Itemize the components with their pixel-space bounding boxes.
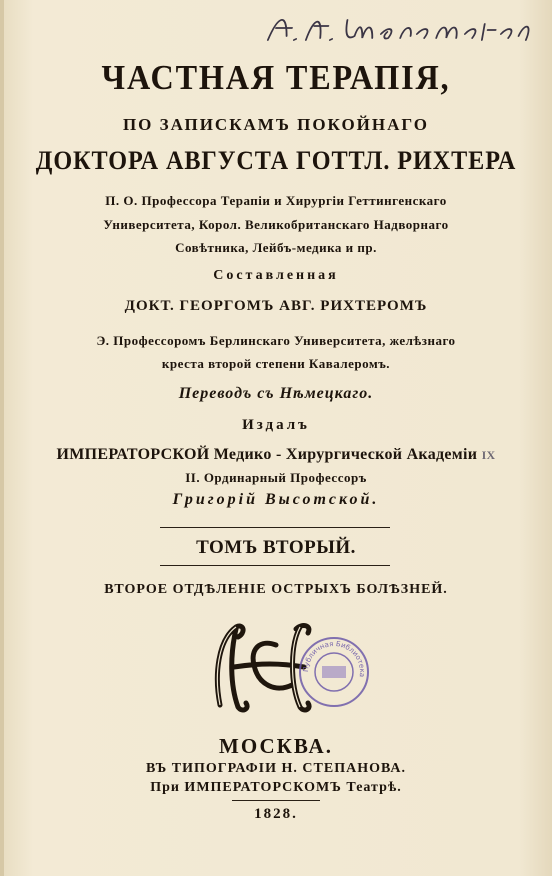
academy-name: ИМПЕРАТОРСКОЙ Медико - Хирургической Академіи bbox=[56, 446, 478, 463]
academy-suffix: IX bbox=[481, 448, 496, 462]
book-subtitle: ПО ЗАПИСКАМЪ ПОКОЙНАГО bbox=[122, 115, 430, 134]
compiler-name: ДОКТ. ГЕОРГОМЪ АВГ. РИХТЕРОМЪ bbox=[124, 298, 428, 314]
author-name: ДОКТОРА АВГУСТА ГОТТЛ. РИХТЕРА bbox=[35, 146, 517, 175]
author-description-line: П. О. Профессора Терапіи и Хирургіи Геттингенскаго bbox=[105, 193, 447, 208]
compiler-description-line: креста второй степени Кавалеромъ. bbox=[161, 356, 391, 371]
book-title: ЧАСТНАЯ ТЕРАПІЯ, bbox=[101, 58, 451, 97]
volume-label: ТОМЪ ВТОРЫЙ. bbox=[196, 537, 356, 558]
divider-bottom bbox=[160, 565, 390, 566]
compiler-description-line: Э. Профессоромъ Берлинскаго Университета, желѣзнаго bbox=[96, 333, 456, 348]
divider-year bbox=[232, 800, 320, 801]
published-label: Издалъ bbox=[242, 417, 310, 433]
translated-from: Переводъ съ Нѣмецкаго. bbox=[178, 385, 374, 402]
author-description-line: Совѣтника, Лейбъ-медика и пр. bbox=[175, 240, 377, 255]
section-title: ВТОРОЕ ОТДѢЛЕНІЕ ОСТРЫХЪ БОЛѢЗНЕЙ. bbox=[104, 582, 448, 597]
author-description-line: Университета, Корол. Великобританскаго Надворнаго bbox=[103, 217, 449, 232]
stamp-text: Публичная Библиотека bbox=[301, 639, 367, 678]
compiled-label: Составленная bbox=[213, 268, 339, 283]
printing-house-location: При ИМПЕРАТОРСКОМЪ Театрѣ. bbox=[150, 780, 402, 795]
printing-house: ВЪ ТИПОГРАФІИ Н. СТЕПАНОВА. bbox=[145, 761, 407, 776]
publication-city: МОСКВА. bbox=[219, 734, 333, 758]
translator-name: Григорій Высотской. bbox=[172, 491, 380, 508]
publication-year: 1828. bbox=[254, 806, 298, 822]
divider-top bbox=[160, 527, 390, 528]
professor-title: II. Ординарный Профессоръ bbox=[185, 470, 367, 485]
academy-line bbox=[0, 446, 552, 464]
handwritten-inscription bbox=[258, 6, 538, 50]
library-stamp bbox=[298, 636, 370, 708]
